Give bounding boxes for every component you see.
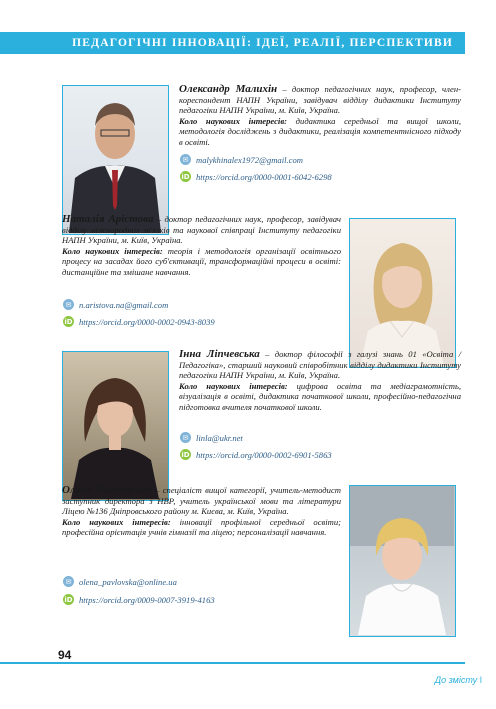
author-role: – доктор філософії з галузі знань 01 «Освіта / Педагогіка», старший науковий співробітник відділу дидактики Інституту педагогіки НАПН України, м. Київ, Україна.: [179, 349, 461, 381]
author-role: – спеціаліст вищої категорії, учитель-методист заступник директора з НВР, учитель української мови та літератури Ліцею №136 Дніпровського району м. Києва, м. Київ, Україна.: [62, 485, 341, 517]
orcid-icon: iD: [64, 317, 73, 326]
author-name: Олена Павловська: [62, 484, 152, 496]
author-name: Наталія Арістова: [62, 213, 154, 225]
author-bio-1: [179, 84, 461, 148]
footer-divider: [0, 662, 465, 664]
email-row-1[interactable]: [180, 154, 303, 165]
email-row-2[interactable]: [63, 299, 168, 310]
mail-icon: ✉: [63, 299, 74, 310]
orcid-row-3[interactable]: [180, 449, 332, 460]
author-bio-4: [62, 485, 341, 538]
orcid-link[interactable]: https://orcid.org/0000-0002-0943-8039: [79, 316, 215, 327]
author-name: Олександр Малихін: [179, 83, 278, 95]
interests-label: Коло наукових інтересів:: [179, 115, 288, 126]
author-role: – доктор педагогічних наук, професор, завідувач відділу міжнародних зв'язків та наукової співпраці Інституту педагогіки НАПН України, м. Київ, Україна.: [62, 214, 341, 246]
author-interests: теорія і методологія організації освітнього процесу на засадах його суб'єктивації, трансформаційні процеси в освіті: дистанційне та змішане навчання.: [62, 245, 342, 277]
orcid-icon: iD: [181, 450, 190, 459]
header-band: [0, 32, 465, 54]
orcid-link[interactable]: https://orcid.org/0009-0007-3919-4163: [79, 594, 215, 605]
orcid-row-2[interactable]: [63, 316, 215, 327]
author-bio-2: [62, 214, 341, 278]
toc-link[interactable]: [435, 675, 482, 685]
header-title: ПЕДАГОГІЧНІ ІННОВАЦІЇ: ІДЕЇ, РЕАЛІЇ, ПЕРСПЕКТИВИ: [72, 37, 453, 49]
email-link[interactable]: malykhinalex1972@gmail.com: [196, 154, 303, 165]
author-bio-3: [179, 349, 461, 413]
toc-link-label[interactable]: До змісту: [434, 675, 478, 685]
email-link[interactable]: n.aristova.na@gmail.com: [79, 299, 169, 310]
author-interests: дидактика середньої та вищої школи, методологія досліджень з дидактики, реалізація компетентнісного підходу в освіті.: [179, 115, 462, 147]
mail-icon: ✉: [180, 432, 191, 443]
email-link[interactable]: olena_pavlovska@online.ua: [79, 576, 177, 587]
email-row-3[interactable]: [180, 432, 243, 443]
orcid-link[interactable]: https://orcid.org/0000-0001-6042-6298: [196, 171, 332, 182]
orcid-icon: iD: [64, 595, 73, 604]
author-interests: інновації профільної середньої освіти; професійна орієнтація учнів гімназії та ліцею; персоналізації навчання.: [62, 516, 342, 538]
mail-icon: ✉: [180, 154, 191, 165]
author-photo-3: [62, 351, 169, 501]
author-photo-2: [349, 218, 456, 368]
email-link[interactable]: linla@ukr.net: [196, 432, 243, 443]
mail-icon: ✉: [63, 576, 74, 587]
author-photo-4: [349, 485, 456, 637]
toc-arrow-icon: ǀ: [479, 675, 482, 685]
interests-label: Коло наукових інтересів:: [179, 380, 288, 391]
interests-label: Коло наукових інтересів:: [62, 516, 171, 527]
orcid-row-4[interactable]: [63, 594, 215, 605]
author-role: – доктор педагогічних наук, професор, член-кореспондент НАПН України, завідувач відділу дидактики Інституту педагогіки НАПН України, м. Київ, Україна.: [179, 84, 461, 116]
author-name: Інна Ліпчевська: [179, 348, 260, 360]
interests-label: Коло наукових інтересів:: [62, 245, 163, 256]
orcid-icon: iD: [181, 172, 190, 181]
email-row-4[interactable]: [63, 576, 177, 587]
orcid-link[interactable]: https://orcid.org/0000-0002-6901-5863: [196, 449, 332, 460]
author-interests: цифрова освіта та медіаграмотність, візуалізація в освіті, дидактика початкової школи, професійно-педагогічна підготовка вчителя початкової школи.: [179, 380, 461, 412]
page-number: 94: [58, 648, 72, 662]
orcid-row-1[interactable]: [180, 171, 332, 182]
